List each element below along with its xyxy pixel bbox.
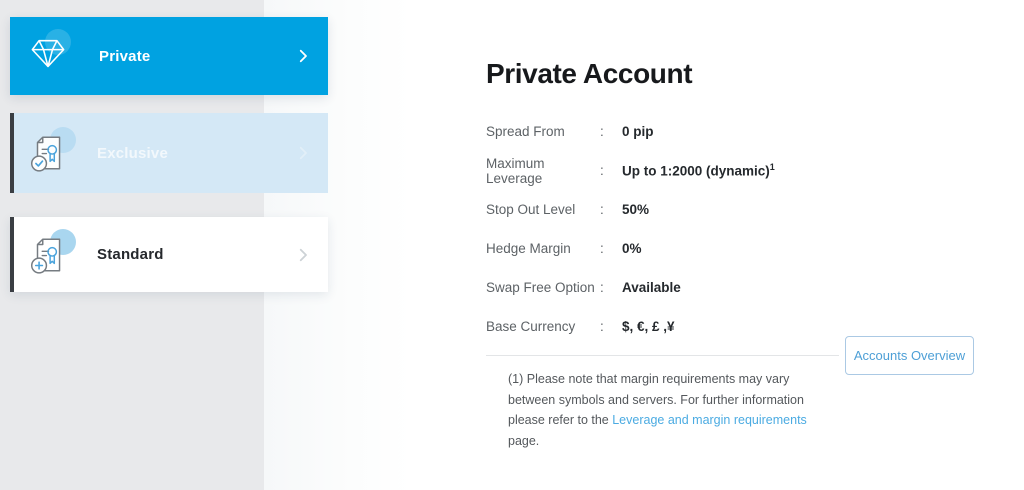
spec-row-stop-out-level <box>486 190 856 229</box>
spec-label: Swap Free Option <box>486 280 595 295</box>
spec-colon: : <box>600 124 604 139</box>
leverage-margin-requirements-link[interactable]: Leverage and margin requirements <box>612 413 807 427</box>
spec-value <box>622 162 775 179</box>
spec-colon: : <box>600 241 604 256</box>
chevron-right-icon <box>294 144 312 162</box>
tab-exclusive-account[interactable] <box>10 113 328 193</box>
spec-label: Spread From <box>486 124 565 139</box>
spec-row-hedge-margin <box>486 229 856 268</box>
spec-colon: : <box>600 163 604 178</box>
footnote-divider <box>486 355 839 356</box>
spec-label: Base Currency <box>486 319 576 334</box>
chevron-right-icon <box>294 47 312 65</box>
accounts-overview-button[interactable]: Accounts Overview <box>845 336 974 375</box>
spec-colon: : <box>600 319 604 334</box>
spec-value: 0 pip <box>622 124 654 139</box>
diamond-icon <box>29 35 71 77</box>
spec-value: Available <box>622 280 681 295</box>
spec-colon: : <box>600 202 604 217</box>
chevron-right-icon <box>294 246 312 264</box>
spec-label: Maximum Leverage <box>486 155 545 186</box>
account-spec-table <box>486 112 856 346</box>
footnote-prefix: (1) Please note that margin requirements may vary between symbols and servers. For further information please refer to the <box>508 372 804 427</box>
spec-row-swap-free-option <box>486 268 856 307</box>
spec-value: $, €, £ ,¥ <box>622 319 675 334</box>
spec-value-text: Up to 1:2000 (dynamic) <box>622 163 770 179</box>
spec-value: 0% <box>622 241 642 256</box>
page-title: Private Account <box>486 58 693 89</box>
footnote-suffix: page. <box>508 433 540 448</box>
footnote-marker: 1 <box>769 162 775 173</box>
footnote-text <box>508 369 826 451</box>
spec-row-spread-from <box>486 112 856 151</box>
tab-standard-label: Standard <box>97 246 164 263</box>
spec-label: Stop Out Level <box>486 202 576 217</box>
spec-colon: : <box>600 280 604 295</box>
spec-row-maximum-leverage <box>486 151 856 190</box>
certificate-check-icon <box>27 132 69 174</box>
certificate-plus-icon <box>27 234 69 276</box>
tab-private-account[interactable] <box>10 17 328 95</box>
tab-exclusive-label: Exclusive <box>97 144 169 162</box>
tab-private-label: Private <box>99 47 151 65</box>
spec-label: Hedge Margin <box>486 241 571 256</box>
tab-standard-account[interactable] <box>10 217 328 292</box>
spec-row-base-currency <box>486 307 856 346</box>
spec-value: 50% <box>622 202 650 217</box>
